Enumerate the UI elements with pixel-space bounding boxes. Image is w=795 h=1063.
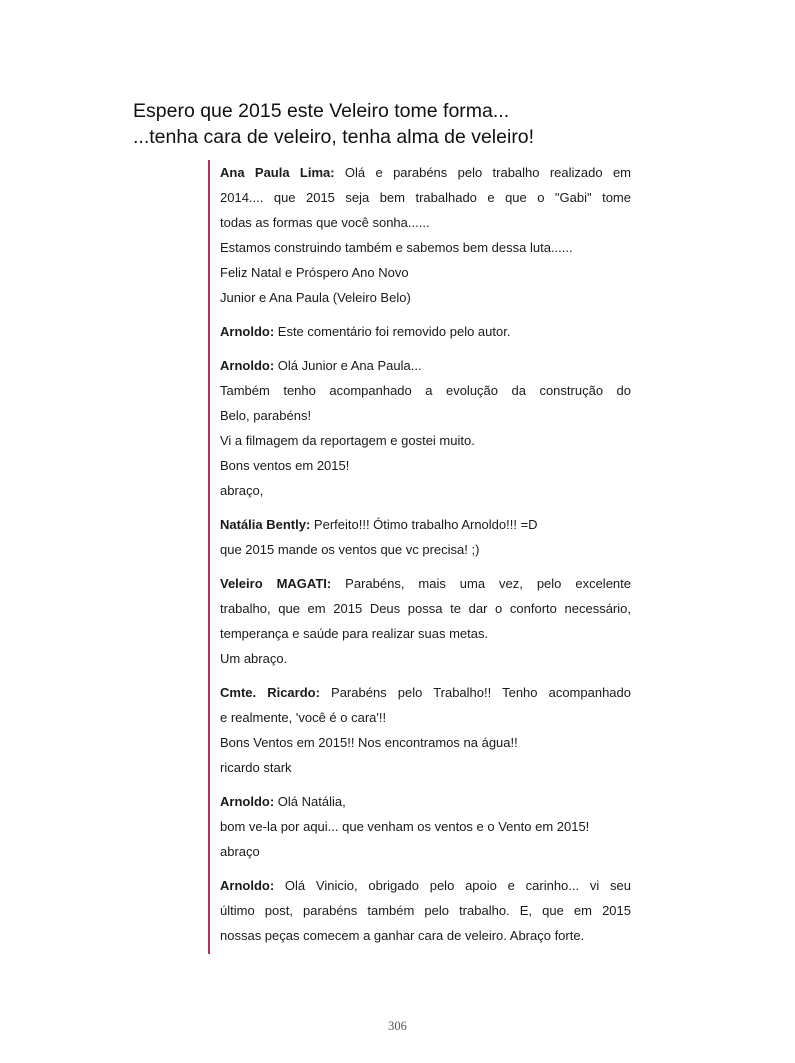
comments-block [208,160,631,954]
comment-line: que 2015 mande os ventos que vc precisa! ;) [220,542,480,557]
comment [220,319,631,344]
page-heading [133,98,693,150]
comment-text: Parabéns, mais uma vez, pelo excelente [331,576,631,591]
comment-first-line [220,789,631,814]
comment [220,353,631,503]
comment-text: Olá Vinicio, obrigado pelo apoio e carinho... vi seu [274,878,631,893]
comment-line: e realmente, 'você é o cara'!! [220,710,387,725]
comment-line: Belo, parabéns! [220,408,312,423]
comment-line: trabalho, que em 2015 Deus possa te dar o conforto necessário, [220,601,631,616]
comment [220,680,631,780]
comment-author: Arnoldo: [220,324,275,339]
comment-first-line [220,571,631,596]
comment-text: Olá Junior e Ana Paula... [274,358,422,373]
comment-text: Olá Natália, [274,794,346,809]
comment-text: Perfeito!!! Ótimo trabalho Arnoldo!!! =D [310,517,538,532]
comment-text: Parabéns pelo Trabalho!! Tenho acompanhado [319,685,631,700]
comment-author: Arnoldo: [220,794,275,809]
comment-author: Veleiro MAGATI: [220,576,332,591]
comment-line: bom ve-la por aqui... que venham os ventos e o Vento em 2015! [220,819,590,834]
comment-line: Vi a filmagem da reportagem e gostei muito. [220,433,475,448]
comment-line: nossas peças comecem a ganhar cara de veleiro. Abraço forte. [220,928,585,943]
comment-line: Um abraço. [220,651,288,666]
comment-first-line [220,512,631,537]
comment [220,571,631,671]
page-number: 306 [388,1019,407,1033]
comment [220,789,631,864]
comment-text: Este comentário foi removido pelo autor. [274,324,511,339]
comment-line: Junior e Ana Paula (Veleiro Belo) [220,290,411,305]
comment-line: abraço [220,844,260,859]
comment-first-line [220,680,631,705]
heading-line-2: ...tenha cara de veleiro, tenha alma de veleiro! [133,126,535,148]
heading-line-1: Espero que 2015 este Veleiro tome forma... [133,100,510,122]
comment-first-line [220,873,631,898]
comment [220,873,631,948]
comment-first-line [220,353,631,378]
comment-line: todas as formas que você sonha...... [220,215,430,230]
comment-line: Estamos construindo também e sabemos bem dessa luta...... [220,240,573,255]
comment-line: último post, parabéns também pelo trabalho. E, que em 2015 [220,903,631,918]
comment-first-line [220,319,631,344]
comment-line: temperança e saúde para realizar suas metas. [220,626,489,641]
comment-line: ricardo stark [220,760,292,775]
comment-author: Arnoldo: [220,878,275,893]
comment-line: Feliz Natal e Próspero Ano Novo [220,265,409,280]
comment-author: Natália Bently: [220,517,311,532]
comment-line: Bons Ventos em 2015!! Nos encontramos na água!! [220,735,518,750]
comment-line: 2014.... que 2015 seja bem trabalhado e que o "Gabi" tome [220,190,631,205]
comment-text: Olá e parabéns pelo trabalho realizado em [334,165,631,180]
comment-author: Ana Paula Lima: [220,165,335,180]
comment-author: Cmte. Ricardo: [220,685,320,700]
comment [220,160,631,310]
comment-line: Bons ventos em 2015! [220,458,350,473]
comment-author: Arnoldo: [220,358,275,373]
comment [220,512,631,562]
comment-line: abraço, [220,483,264,498]
comment-first-line [220,160,631,185]
comment-line: Também tenho acompanhado a evolução da construção do [220,383,631,398]
